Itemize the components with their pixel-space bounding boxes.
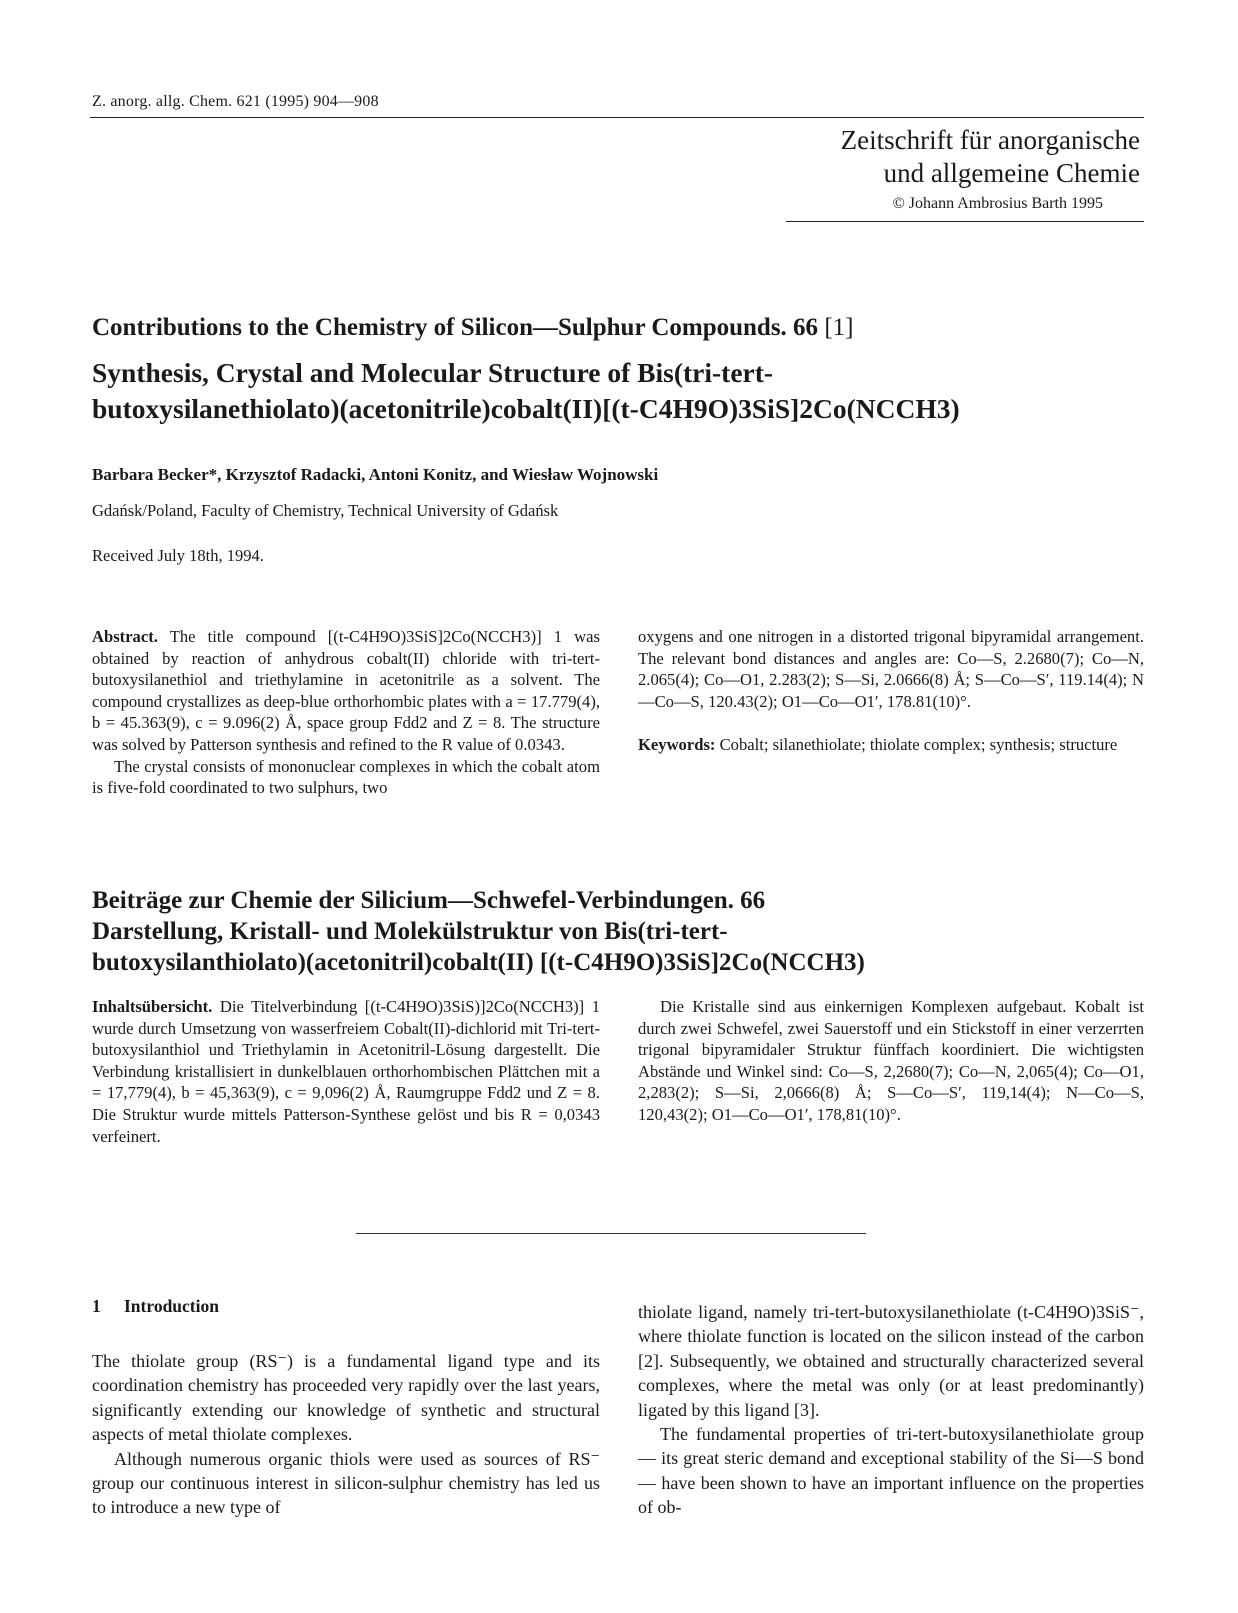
german-right-column — [638, 996, 1144, 1126]
top-rule — [90, 117, 1144, 118]
keywords-text: Cobalt; silanethiolate; thiolate complex; synthesis; structure — [719, 735, 1118, 755]
journal-reference: Z. anorg. allg. Chem. 621 (1995) 904—908 — [92, 93, 379, 110]
abstract-paragraph-1 — [92, 626, 600, 756]
affiliation: Gdańsk/Poland, Faculty of Chemistry, Technical University of Gdańsk — [92, 501, 559, 520]
abstract-paragraph-2: The crystal consists of mononuclear complexes in which the cobalt atom is five-fold coordinated to two sulphurs, two — [92, 756, 600, 798]
title-line-2: butoxysilanethiolato)(acetonitrile)cobalt(II)[(t-C4H9O)3SiS]2Co(NCCH3) — [92, 393, 960, 424]
german-title — [92, 885, 1152, 978]
abstract-text-1: The title compound [(t-C4H9O)3SiS]2Co(NCCH3)] 1 was obtained by reaction of anhydrous cobalt(II) chloride with tri-tert-butoxysilanethiol and triethylamine in acetonitrile as a solvent. The compound crystallizes as deep-blue orthorhombic plates with a = 17.779(4), b = 45.363(9), c = 9.096(2) Å, space group Fdd2 and Z = 8. The structure was solved by Patterson synthesis and refined to the R value of 0.0343. — [92, 627, 600, 754]
series-title — [92, 314, 853, 342]
series-text: Contributions to the Chemistry of Silicon—Sulphur Compounds. 66 — [92, 314, 819, 341]
article-title — [92, 355, 1152, 427]
journal-name-line-2: und allgemeine Chemie — [883, 158, 1140, 188]
german-title-line-2: Darstellung, Kristall- und Molekülstruktur von Bis(tri-tert- — [92, 918, 728, 945]
abstract-label: Abstract. — [92, 627, 158, 646]
section-title: Introduction — [124, 1296, 219, 1316]
german-title-line-3: butoxysilanthiolato)(acetonitril)cobalt(II) [(t-C4H9O)3SiS]2Co(NCCH3) — [92, 949, 865, 976]
section-heading — [92, 1296, 219, 1317]
journal-rule — [786, 221, 1144, 222]
title-line-1: Synthesis, Crystal and Molecular Structure of Bis(tri-tert- — [92, 357, 774, 388]
abstract-paragraph-3: oxygens and one nitrogen in a distorted trigonal bipyramidal arrangement. The relevant bond distances and angles are: Co—S, 2.2680(7); Co—N, 2.065(4); Co—O1, 2.283(2); S—Si, 2.0666(8) Å; S—Co—S′, 119.14(4); N—Co—S, 120.43(2); O1—Co—O1′, 178.81(10)°. — [638, 627, 1144, 711]
series-reference: [1] — [824, 314, 854, 341]
section-divider — [356, 1233, 866, 1234]
keywords — [638, 734, 1144, 756]
abstract-left-column — [92, 626, 600, 799]
keywords-label: Keywords: — [638, 735, 716, 755]
authors: Barbara Becker*, Krzysztof Radacki, Antoni Konitz, and Wiesław Wojnowski — [92, 465, 659, 484]
german-title-line-1: Beiträge zur Chemie der Silicium—Schwefel-Verbindungen. 66 — [92, 887, 766, 914]
german-paragraph-1 — [92, 996, 600, 1147]
section-number: 1 — [92, 1296, 101, 1316]
intro-paragraph-1: The thiolate group (RS⁻) is a fundamental ligand type and its coordination chemistry has proceeded very rapidly over the last years, significantly extending our knowledge of synthetic and structural aspects of metal thiolate complexes. — [92, 1351, 600, 1445]
german-left-column — [92, 996, 600, 1147]
intro-paragraph-4: The fundamental properties of tri-tert-butoxysilanethiolate group — its great steric demand and exceptional stability of the Si—S bond — have been shown to have an important influence on the properties of ob- — [638, 1424, 1144, 1518]
intro-left-column — [92, 1349, 600, 1520]
german-text-1: Die Titelverbindung [(t-C4H9O)3SiS)]2Co(NCCH3)] 1 wurde durch Umsetzung von wasserfreiem Cobalt(II)-dichlorid mit Tri-tert-butoxysilanthiol und Triethylamin in Acetonitril-Lösung dargestellt. Die Verbindung kristallisiert in dunkelblauen orthorhombischen Plättchen mit a = 17,779(4), b = 45,363(9), c = 9,096(2) Å, Raumgruppe Fdd2 und Z = 8. Die Struktur wurde mittels Patterson-Synthese gelöst und bis R = 0,0343 verfeinert. — [92, 997, 600, 1146]
copyright: © Johann Ambrosius Barth 1995 — [892, 195, 1103, 212]
intro-right-column — [638, 1300, 1144, 1520]
received-date: Received July 18th, 1994. — [92, 546, 264, 565]
abstract-right-column — [638, 626, 1144, 756]
journal-name — [785, 124, 1140, 190]
german-paragraph-2: Die Kristalle sind aus einkernigen Komplexen aufgebaut. Kobalt ist durch zwei Schwefel, zwei Sauerstoff und ein Stickstoff in einer verzerrten trigonal bipyramidaler Struktur fünffach koordiniert. Die wichtigsten Abstände und Winkel sind: Co—S, 2,2680(7); Co—N, 2,065(4); Co—O1, 2,283(2); S—Si, 2,0666(8) Å; S—Co—S′, 119,14(4); N—Co—S, 120,43(2); O1—Co—O1′, 178,81(10)°. — [638, 997, 1144, 1124]
intro-paragraph-2: Although numerous organic thiols were used as sources of RS⁻ group our continuous interest in silicon-sulphur chemistry has led us to introduce a new type of — [92, 1448, 600, 1518]
intro-paragraph-3: thiolate ligand, namely tri-tert-butoxysilanethiolate (t-C4H9O)3SiS⁻, where thiolate function is located on the silicon instead of the carbon [2]. Subsequently, we obtained and structurally characterized several complexes, where the metal was only (or at least predominantly) ligated by this ligand [3]. — [638, 1302, 1144, 1420]
journal-name-line-1: Zeitschrift für anorganische — [840, 125, 1140, 155]
german-abstract-label: Inhaltsübersicht. — [92, 997, 213, 1016]
